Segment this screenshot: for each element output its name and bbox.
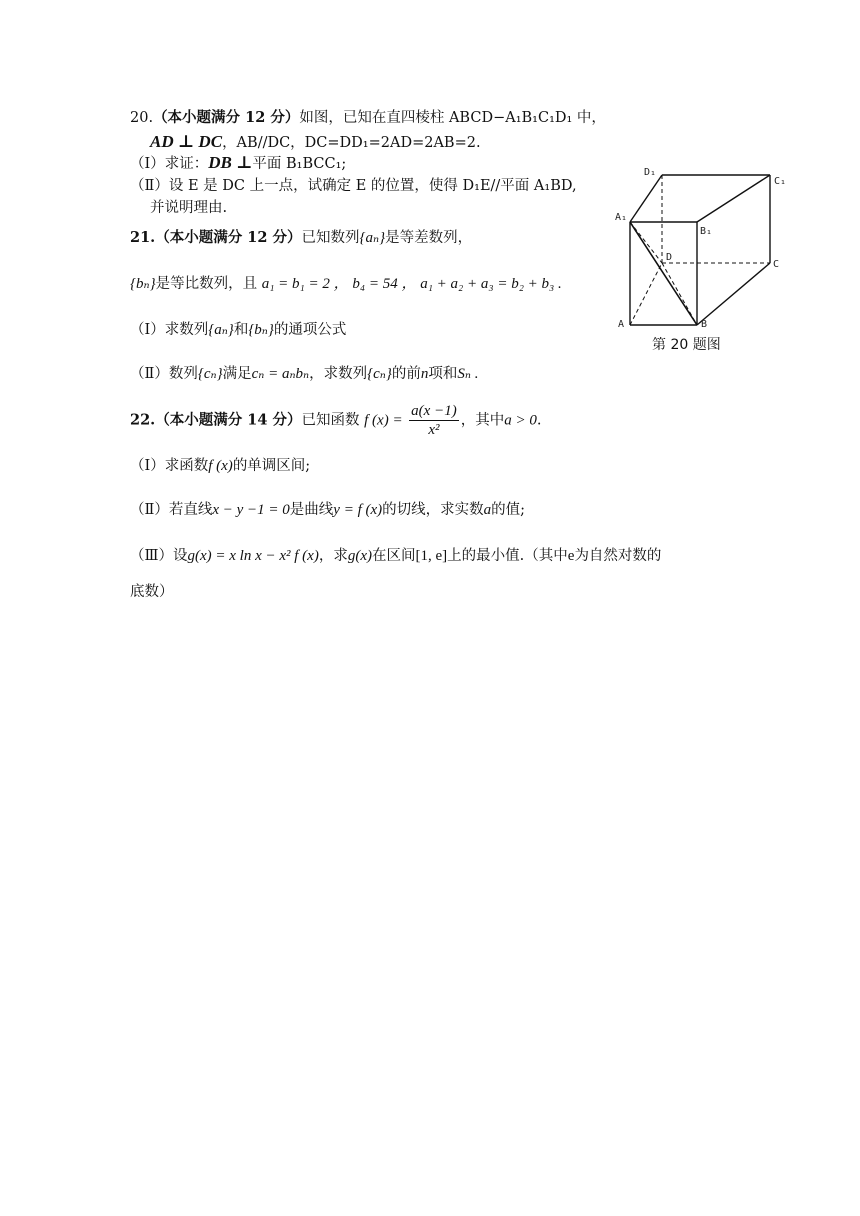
q22-part2-mid2: 的切线，求实数 <box>382 502 484 518</box>
q22-part2-a: a <box>483 502 492 518</box>
label-b1: B₁ <box>700 226 713 237</box>
q21-part2-end: 项和 <box>428 366 458 382</box>
q22-part1 <box>130 456 310 476</box>
label-b: B <box>701 319 708 330</box>
q22-number: 22. <box>130 411 156 429</box>
q20-part1-text: 求证： <box>164 156 209 172</box>
q20-number: 20. <box>130 110 154 126</box>
edge-a-d-hidden <box>630 263 662 325</box>
figure-caption: 第 20 题图 <box>652 337 721 353</box>
q20-intro: 如图，已知在直四棱柱 ABCD−A₁B₁C₁D₁ 中， <box>299 110 606 126</box>
q22-cond-end: . <box>536 412 542 429</box>
q22-part3-cont <box>130 582 174 602</box>
q21-part1 <box>130 320 346 340</box>
label-c1: C₁ <box>774 176 787 187</box>
q20-part1-math: DB ⊥ <box>208 153 253 172</box>
q21-part2-mid: 满足 <box>222 366 252 382</box>
q22-part2-end: 的值; <box>491 502 526 518</box>
q22-frac-num: a(x −1) <box>411 403 457 419</box>
q21-part1-seq-b: {bₙ} <box>248 322 274 338</box>
q22-part3-text: 设 <box>172 548 188 564</box>
q20-cond-math: AD ⊥ DC <box>150 132 223 151</box>
q22-part2-text: 若直线 <box>168 502 213 518</box>
label-a: A <box>618 319 625 330</box>
q20-points: （本小题满分 12 分） <box>153 109 300 126</box>
edge-b1-c1 <box>697 175 770 222</box>
q22-part3-interval: [1, e] <box>415 548 448 564</box>
label-a1: A₁ <box>615 212 628 223</box>
q20-part2-cont-text: 并说明理由. <box>150 200 228 216</box>
q22-frac-den: x² <box>428 422 440 438</box>
q21-part1-label: （Ⅰ） <box>130 322 165 338</box>
q20-part2-cont <box>150 198 227 218</box>
q21-part2-text: 数列 <box>168 366 198 382</box>
q22-part3-math: g(x) = x ln x − x² f (x) <box>187 548 319 564</box>
q20-part2 <box>130 176 577 196</box>
q21-number: 21. <box>130 229 156 246</box>
q20-cond-rest: ，AB//DC，DC=DD₁=2AD=2AB=2. <box>222 135 481 151</box>
q22-part1-text: 求函数 <box>164 458 209 474</box>
q20-line2 <box>150 132 481 153</box>
q22-fraction <box>409 402 459 439</box>
q22-part1-rest: 的单调区间; <box>232 458 311 474</box>
q21-part1-and: 和 <box>233 322 249 338</box>
q21-points: （本小题满分 12 分） <box>155 229 302 246</box>
q21-line1 <box>130 228 472 248</box>
diag-a1-d-hidden <box>630 222 662 263</box>
q21-seq-b: {bₙ} <box>130 276 156 292</box>
edge-b-c <box>697 263 770 325</box>
q22-part2-math1: x − y −1 = 0 <box>212 502 290 518</box>
label-d: D <box>666 252 673 263</box>
q20-part2-label: （Ⅱ） <box>130 178 169 194</box>
prism-figure <box>612 160 802 360</box>
q21-intro: 已知数列 <box>301 230 360 246</box>
label-d1: D₁ <box>644 167 657 178</box>
q21-part2-mid2: ，求数列 <box>309 366 368 382</box>
q22-part3-e: e <box>567 548 575 564</box>
q20-part1-label: （Ⅰ） <box>130 156 165 172</box>
q22-part3-mid2: 在区间 <box>372 548 416 564</box>
q22-part2-label: （Ⅱ） <box>130 502 169 518</box>
q21-part2-seq-c2: {cₙ} <box>367 366 392 382</box>
q22-intro: 已知函数 <box>301 412 360 429</box>
q22-part2-mid: 是曲线 <box>289 502 334 518</box>
q20-part1 <box>130 153 346 174</box>
q21-part2-label: （Ⅱ） <box>130 366 169 382</box>
q22-fx: f (x) = <box>364 412 403 429</box>
q22-points: （本小题满分 14 分） <box>155 411 302 429</box>
q22-line1 <box>130 402 541 439</box>
q21-line2-math: a₁ = b₁ = 2 ， b₄ = 54 ， a₁ + a₂ + a₃ = b₂ + b₃ . <box>261 276 562 292</box>
q21-part1-seq-a: {aₙ} <box>208 322 234 338</box>
q22-cond-math: a > 0 <box>504 412 537 429</box>
q22-part2 <box>130 500 525 520</box>
q21-part2-n: n <box>420 366 429 382</box>
q21-seq-a: {aₙ} <box>359 230 386 246</box>
q22-part3 <box>130 546 661 566</box>
q21-part2-seq-c: {cₙ} <box>197 366 223 382</box>
edge-d1-a1 <box>630 175 662 222</box>
q22-part2-math2: y = f (x) <box>333 502 383 518</box>
diag-a1-b <box>630 222 697 325</box>
q22-part3-mid: ，求 <box>318 548 348 564</box>
q21-part2-math: cₙ = aₙbₙ <box>251 366 310 382</box>
label-c: C <box>773 259 780 270</box>
q21-part2 <box>130 364 478 384</box>
q22-part3-g: g(x) <box>347 548 372 564</box>
q22-part3-end: 为自然对数的 <box>574 548 662 564</box>
q22-part3-label: （Ⅲ） <box>130 548 173 564</box>
q20-line1 <box>130 108 606 128</box>
q20-part2-text: 设 E 是 DC 上一点，试确定 E 的位置，使得 D₁E//平面 A₁BD, <box>168 178 577 194</box>
q22-part1-label: （Ⅰ） <box>130 458 165 474</box>
q22-part1-math: f (x) <box>208 458 233 474</box>
q21-part1-text: 求数列 <box>164 322 209 338</box>
q22-part3-mid3: 上的最小值.（其中 <box>447 548 568 564</box>
q21-line2 <box>130 274 562 294</box>
q22-part3-cont-text: 底数） <box>130 584 174 600</box>
q20-part1-rest: 平面 B₁BCC₁; <box>252 156 347 172</box>
q22-cond: ，其中 <box>460 412 505 429</box>
q21-line2-text: 是等比数列，且 <box>155 276 258 292</box>
q21-intro-rest: 是等差数列， <box>385 230 473 246</box>
q21-part1-rest: 的通项公式 <box>273 322 347 338</box>
q21-part2-sn: Sₙ . <box>457 366 479 382</box>
q21-part2-rest: 的前 <box>391 366 421 382</box>
